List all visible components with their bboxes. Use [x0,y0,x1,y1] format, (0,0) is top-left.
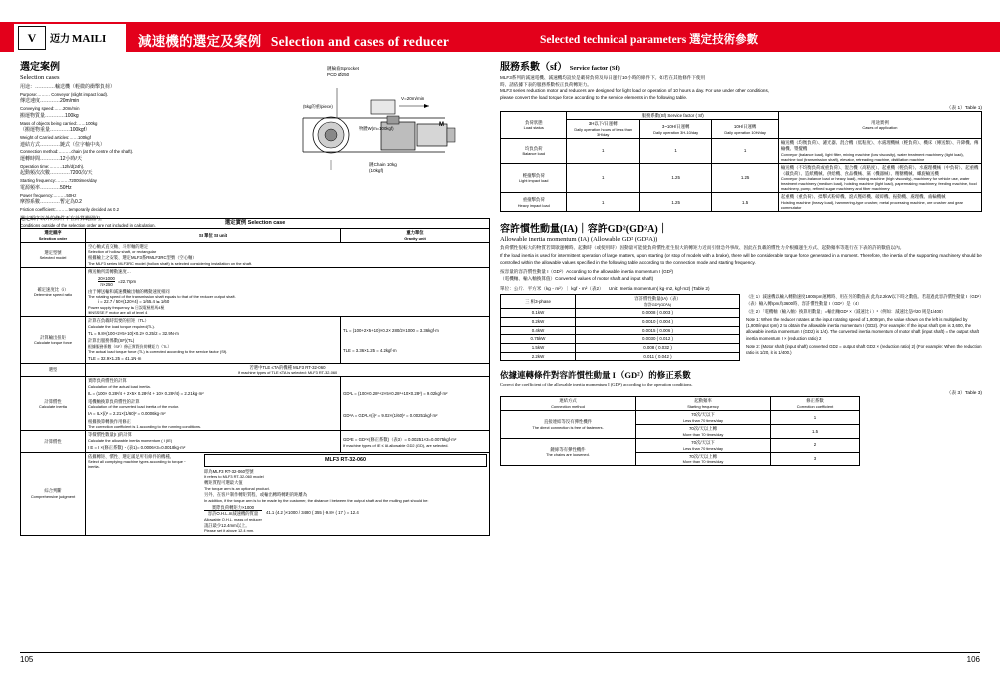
spec-item: 連結方式…………鏈式（位字軸中央） Connection method:………chain (at the centre of the shaft). [20,141,134,155]
unit-line: 單位：公斤．平方米（kg・m²）｜ kgf・m²（表2） Unit: Inertia momentum( kg·m2, kgf·m2) (Table 2) [500,285,710,291]
brand-logo [14,24,126,52]
table-row [501,335,740,344]
cc-col-coef: 修正系數 Correction coefficient [771,397,860,411]
sf-col-use: 用途實例 Cases of application [778,111,981,139]
table-caption: 選定實例 Selection case [21,219,490,229]
sf-value: 1 [567,193,639,212]
col-selection-order: 選定順序 Selection order [21,229,86,243]
ia-head-row [501,295,740,309]
sf-col-group: 服務系數(Sf) Service factor ( Sf) [567,111,778,120]
sf-value: 1.25 [712,163,779,193]
table-row [501,193,982,212]
table-row [21,452,490,535]
service-factor-title: 服務系數（sf） Service factor (Sf) [500,62,620,73]
row-body-inertia2-si: 等價慣性數量(I )的計算 Calculate the allowable inertia momentum ( I (IE) I E = I ×(修正系數)・(表1)= 0.0006×3=0.0018kg·m² [86,431,341,452]
carried-mass-label: 物體W(m=100kgf) [359,126,394,131]
row-label-model: 選定型號 Selected model [21,242,86,267]
page-number-right: 106 [966,655,980,664]
inertia-notes: （注 1）減速機以輸入轉動速度1800rpm運轉時、用在另的數值表 此為2.2kW以下時之數值。若超過此容許慣性動量 I（GD²）（表）輸入轉rpm為3600時、容許慣性動量 I（GD²）是（4） （注 2）「電機軸（輸入軸）換算用數量」=輸出軸GD² ×（減速比 i ）²（例如：減速比是i²/20 則是1/400） Note 1: When the reducer rotates at the input rotating speed of 1,800rpm, the value shown on the left is multiplied by (1,800/input rpm) 2 to obtain the allowable inertia momentum I (GD2). (For example: If the input shaft rpm is 3,600, the allowable inertia momentum I (GD2) is 1/4). The converted inertia momentum of motor shaft (input shaft) = the output shaft inertia momentum I × (reduction ratio) 2 Note 2: (Motor shaft (input shaft) converted GD2 = output shaft GD2 × (reduction ratio) 2) (For example: When the reduction ratio is 1/20, it is 1/400.) [746,294,982,356]
cc-coef: 3 [771,452,860,466]
row-body-inertia-grav: GD²L = (100×0.28²+2×5×0.28²+10×0.28²) = 9.02kgf·m² GD²A = GD²L×(i)² = 9.02×(1/60)² = 0.00251kgf·m² [341,377,490,431]
conveyor-diagram [295,66,491,188]
table3-caption: （表 3）Table 3) [946,391,982,397]
table-row [501,343,740,352]
ia-value: 0.011 ( 0.042 ) [576,352,740,361]
correction-coefficient-title: 依據連轉條件對容許慣性動量 I（GD²）的修正系數 [500,370,691,381]
sf-col-load: 負荷狀態 Load status [501,111,567,139]
ia-kw: 0.2kW [501,317,576,326]
table-row [21,242,490,267]
page-title [138,30,449,50]
table-head-row [21,219,490,229]
table-row [21,377,490,431]
footer-divider [20,652,980,653]
cc-head-row [501,397,860,411]
table-row [21,267,490,316]
sf-col-3to10h: 3~10H/日運轉 Daily operation 3H-10/day [639,120,711,139]
ia-value: 0.0030 ( 0.012 ) [576,335,740,344]
row-body-ratio: 傳送軸所需轉動速度… $\frac{20\times 1000}{\pi\times 250}$ =22.7rpm 由于傳送輸和減速機輸出軸的轉動速度相同 The rotating speed of the transmission shaft equals to that of the reducer output shaft. i = 22.7 / 50×(120×4) = 1/65.4 ≒ 1/60 Power supply frequency ≒ 日誤電極相馬4極 ※NSSSE F motor are all of level 4 [86,267,490,316]
ia-col-phase: 三 相3-phase [501,295,576,309]
spec-note: 選定順序以外的條件不在計算範圍內。 Conditions outside of the selection order are not included in calculation. [20,215,156,229]
service-factor-table [500,111,982,213]
cc-frequency: 70次/天以上轉 More than 70 times/day [636,425,771,439]
sf-value: 1.5 [712,193,779,212]
spec-item: 運轉時間…………12小時/天 Operation time:………12h/d(24h). [20,156,85,169]
right-column [500,58,982,466]
cc-frequency: 70次/天以上轉 More than 70 times/day [636,452,771,466]
row-label-inertia2: 計算慣性 [21,431,86,452]
table-row [501,411,860,425]
selected-model: MLF3 RT-32-060 [204,454,487,467]
selection-case-table-el [20,215,490,536]
ia-kw: 2.2kW [501,352,576,361]
cc-col-frequency: 起動頻率 Starting frequency [636,397,771,411]
table-row [501,139,982,164]
ia-value: 0.0010 ( 0.004 ) [576,317,740,326]
row-label-select: 選型 [21,363,86,377]
ia-col-value: 容許慣性動量(IA)（表） 容許GD²(GD²A) [576,295,740,309]
cc-coef: 1 [771,411,860,425]
cc-frequency: 70次/天以下 Less than 70 times/day [636,438,771,452]
inertia-table-block [500,294,982,361]
allowable-inertia-conv: 按容量的容許慣性動量 I（GD²）According to the allowable inertia momentum I (GD²) （電機軸、輸入軸換算值）Converted values of motor shaft and input shaft) [500,269,674,281]
ia-value: 0.0008 ( 0.003 ) [576,309,740,318]
sf-usecases: 輸送機（不均衡負荷或重負荷）、混合機（高粘度）、起重機（輕負荷）、水處理機械（中負荷）、起重機（載負荷）、造紙機械、供給機、食品機械、黨（機器械）、精糖機械、螺旋輸送機 Conveyor (non-balance load or heavy load), mixing machine (high viscosity), machinery for vehicle use, water treatment machinery (medium load), hoisting machine (light load), papermaking machinery, feeding machine, food machinery, pump, refined sugar machinery and fiber machinery [778,163,981,193]
table-row [501,163,982,193]
selection-cases-title: 選定案例 [20,62,60,73]
table-row [21,317,490,364]
sf-col-10h: 10H/日運轉 Daily operation 10H/day [712,120,779,139]
page-title-en: Selection and cases of reducer [270,34,450,49]
sf-value: 1 [639,139,711,164]
selection-cases-title-en: Selection cases [20,74,60,81]
sf-value: 1 [567,163,639,193]
sf-col-3h: 3H以下/日運轉 Daily operation hours of less than 3H/day [567,120,639,139]
table-row [21,431,490,452]
cc-connection: 直接連結等沒有彈性機件 The direct connection is free of fasteners. [501,411,636,439]
selection-case-table [20,215,490,536]
table1-caption: （表 1）Table 1) [946,105,982,111]
ia-kw: 0.1kW [501,309,576,318]
logo-text-en: MAILI [72,33,107,45]
chain-mass-label: 鏈Chain 10kg (10kgf) [369,162,397,173]
speed-label: V=20m/min [401,96,425,101]
logo-text-cn: 迈力 [50,34,70,45]
page-title-right: Selected technical parameters 選定技術參數 [540,34,759,46]
service-factor-intro: MLF3系列的減速電機、減速機均設於是載荷負荷及每日運行10小時的條件下。如若在其他條件下使用 時、請依據下表的服務系數校正負荷轉矩力。 MLF3 series reduction motor and reducers are designed for light load or operation of 10 hours a day. For use under other conditions, please convert the load torque force according to the service elements in the following table. [500,75,770,100]
ia-kw: 0.4kW [501,326,576,335]
spec-item: 電源頻率…………50Hz Power frequency:………50Hz [20,184,77,198]
ia-value: 0.0015 ( 0.006 ) [576,326,740,335]
cc-coef: 1.5 [771,425,860,439]
ia-kw: 0.75kW [501,335,576,344]
ratio-formula-2: i = 22.7 / 50×(120×4) = 1/65.4 ≒ 1/60 [98,299,170,305]
sf-value: 1.25 [639,193,711,212]
logo-mark-icon [18,26,46,50]
table-row [501,326,740,335]
sf-usecases: 起重機（重負荷）、揉擊式粉碎機、滾式壓碎機、破碎機、振動機、處理機、齒輪機械 Hoisting machine (heavy load), hammering-type crusher, metal processing machine, ore crusher and gear commutator [778,193,981,212]
row-body-judgment: 依據轉矩、慣性、選定滿足所有條件的機種。 Select all complying machine types according to torque・inertia. MLF3 RT-32-060 即為MLF3 RT-32-060型號 It refers to MLF3 RT-32-060 model 轉矩質程可選最大值 The torque arm is an optional product. 另外、在客戶制作轉矩質程、或輸出轉時轉距的距離為 In addition, if the torque arm is to be made by the customer, the distance l between the output shaft and the mulling part should be: 實際負荷轉矩力×1000 容許O.H.L.m減速機的質量 Allowable O.H.L. mass of reducer 41.1 (4.2 )×1000 / 3480 ( 355 )·9.8× ( 17 ) = 12.4 請註最少12.4mm以上。 Please set it above 12.4 mm. [86,452,490,535]
sprocket-label: 鏈輪齒Sprocket PCD Ø250 [327,66,359,77]
page-number-left: 105 [20,655,34,664]
sf-value: 1 [712,139,779,164]
table-row [501,317,740,326]
sf-row-label: 重撞擊負荷 Heavy impact load [501,193,567,212]
ratio-formula-1: $\frac{20\times 1000}{\pi\times 250}$ =22.7rpm [98,275,137,288]
row-label-torque: 計算輸出扭矩 Calculate torque force [21,317,86,364]
cc-coef: 2 [771,438,860,452]
sf-head-row-1 [501,111,982,120]
spec-item: 摩擦系數…………暫定為0.2 Friction coefficient:………temporarily decided as 0.2 [20,199,120,212]
table-col-header-row [21,229,490,243]
correction-coefficient-title-en: Correct the coefficient of the allowable inertia momentum I (GD²) according to the operation conditions. [500,382,693,388]
allowable-inertia-title: 容許慣性動量(IA)｜容許GD²(GD²A)｜ [500,224,668,236]
table-row [501,352,740,361]
row-body-model: 空心軸式直交軸、斗形軸的選定 Selection of hollow shaft, or rectangular 根據輸上之安裝、選定MLF3系RMLF3RC型號（空心軸） The MLF3 series MLF3RC model (hollow shaft) is selected considering installation on the shaft. [86,242,490,267]
spec-list [20,84,300,230]
sf-usecases: 輸送機（均衡負荷）、濾光器、混合機（低粘度）、水處理機械（輕負荷）、機床（傳送類）、升降機、傳輸機、漿攪機 Conveyor (balance load), light filter, mixing machine (low viscosity), water treatment machinery (light load), machine tool (transmission shaft), elevator, retreading machine, distillation machine [778,139,981,164]
row-body-inertia2-grav: GD²E = GD²×(修正系數)（表3）= 0.00251×3=0.0075kgf·m² If machine types of IE ≤ IA allowable GD2 (GD), are selected. [341,431,490,452]
sf-value: 1 [567,139,639,164]
cc-frequency: 70次/天以下 Less than 70 times/day [636,411,771,425]
row-label-judgment: 綜合判斷 Comprehensive judgment [21,452,86,535]
ia-kw: 1.5kW [501,343,576,352]
ia-value: 0.008 ( 0.032 ) [576,343,740,352]
row-body-select: 若選中TLE ≤TA的機種 MLF3 RT-32-060 If machine types of TLE ≤TA is selected: MLF3 RT-32-060 [86,363,490,377]
spec-item: 傳送速度…………20m/min Conveying speed:……20m/min [20,98,80,112]
logo-mark-letter: V [27,30,37,45]
chain-piece-label: (5kg的重/piece) [303,104,333,109]
spec-item: （搬運物重量…………100kgf） Weight of Carried articles:……100kgf [20,127,91,140]
sf-row-label: 輕撞擊負荷 Light impact load [501,163,567,193]
motor-label: M [439,122,444,128]
table-row [501,309,740,318]
spec-item: 用途：…………輸送機（輕微的衝擊負荷） Purpose:……… Conveyor (slight impact load). [20,84,116,97]
spec-item: 搬運物質量…………100kg Mass of objects being carried:……100kg [20,112,98,126]
row-label-inertia: 計算慣性 Calculate inertia [21,377,86,431]
correction-coefficient-table [500,396,860,466]
page-title-cn: 減速機的選定及案例 [138,34,262,49]
row-body-torque-grav: TL = (100+2×5+10)×0.2× 280/2×1000 = 3.36kgf·m TLE = 3.36×1.25 = 4.2kgf·m [341,317,490,364]
row-label-ratio: 確定速度比（i） Determine speed ratio [21,267,86,316]
row-body-torque-si: 計算在負載時需要的扭矩（TL） Calculate the load torque required(TL). TL = 9.8×(100+2×5+10)×0.2× 0.25/2 = 32.9N·m 計算出服務係數(SF)(TL) 根據服務係數（SF）修正實際負荷轉矩力（TL） The actual load torque force (TL) is corrected according to the service factor (Sf). TLE = 32.9×1.25 = 41.1N·m [86,317,341,364]
allowable-inertia-table [500,294,740,361]
col-gravity-unit: 重力單位 Gravity unit [341,229,490,243]
table-row [501,438,860,452]
cc-col-connection: 連結方式 Connection method [501,397,636,411]
row-body-inertia-si: 實際負荷慣性的計算 Calculation of the actual load inertia. IL = (100× 0.28²/4 + 2×5× 0.28²/4 + 10× 0.28²/4) = 2.21kg·m² 電機軸換算負荷慣性的計算 Calculation of the converted load inertia of the motor. IA = IL×(i)² = 2.21×(1/60)² = 0.0006kg·m² 根據換算轉換作用修正 The correction coefficient is 1 according to the running conditions. [86,377,341,431]
allowable-inertia-intro: 負荷慣性很較大的物質若間歇運轉時、起動時（或使用時）因動量可能使負荷慣性產生很大的轉矩力近而引發急外事故、因此在負載的慣性力介根據運生方式、起動頻率等進行在下表的許的數值以內。 If the load inertia is used for intermittent operation of large matters, upon starting (or stop of models with a brake), there will be considerable torque force generated in a moment. Therefore, the inertia of the supporting machinery should be controlled within the allowable values specified in the following table according to the connection mode and starting frequency. [500,245,982,265]
sf-value: 1.25 [639,163,711,193]
cc-connection: 鏈條等有彈性機件 The chains are loosened. [501,438,636,466]
sf-row-label: 均負負荷 Balance load [501,139,567,164]
allowable-inertia-title-en: Allowable inertia momentum (IA) (Allowable GD² (GD²A)) [500,236,658,244]
col-si-unit: SI 單位 SI unit [86,229,341,243]
logo-wordmark [50,30,106,46]
spec-item: 起動頻次次數…………7200次/天 Starting frequency:………7200times/day [20,170,97,184]
table-row [21,363,490,377]
